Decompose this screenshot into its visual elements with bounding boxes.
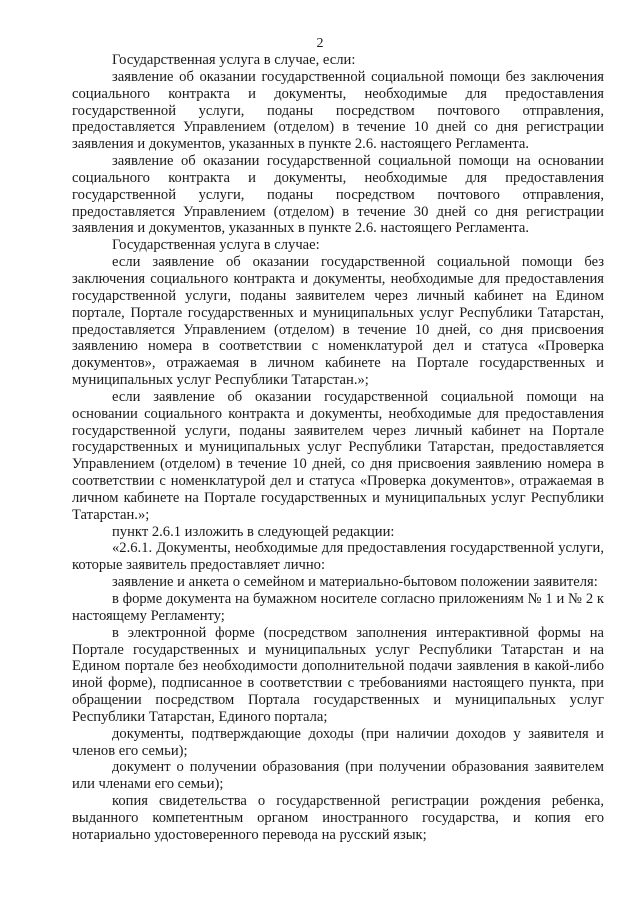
paragraph-14: копия свидетельства о государственной регистрации рождения ребенка, выданного компетентным органом иностранного государства, и копия его нотариально удостоверенного перевода на русский язык; <box>72 793 604 843</box>
paragraph-9: заявление и анкета о семейном и материально-бытовом положении заявителя: <box>112 574 598 591</box>
paragraph-5: если заявление об оказании государственной социальной помощи без заключения социального контракта и документы, необходимые для предоставления государственной услуги, поданы заявителем через личный кабинет на Едином портале, Портале государственных и муниципальных услуг Республики Татарстан, предоставляется Управлением (отделом) в течение 10 дней, со дня присвоения заявлению номера в соответствии с номенклатурой дел и статуса «Проверка документов», отражаемая в личном кабинете на Портале государственных и муниципальных услуг Республики Татарстан.»; <box>72 254 604 389</box>
paragraph-10: в форме документа на бумажном носителе согласно приложениям № 1 и № 2 к настоящему Регламенту; <box>72 591 604 624</box>
paragraph-13: документ о получении образования (при получении образования заявителем или членами его семьи); <box>72 759 604 793</box>
paragraph-3: заявление об оказании государственной социальной помощи на основании социального контракта и документы, необходимые для предоставления государственной услуги, поданы посредством почтового отправления, предоставляется Управлением (отделом) в течение 30 дней со дня регистрации заявления и документов, указанных в пункте 2.6. настоящего Регламента. <box>72 153 604 237</box>
paragraph-2: заявление об оказании государственной социальной помощи без заключения социального контракта и документы, необходимые для предоставления государственной услуги, поданы посредством почтового отправления, предоставляется Управлением (отделом) в течение 10 дней со дня регистрации заявления и документов, указанных в пункте 2.6. настоящего Регламента. <box>72 68 604 153</box>
paragraph-1: Государственная услуга в случае, если: <box>112 52 356 68</box>
paragraph-7: пункт 2.6.1 изложить в следующей редакции: <box>112 523 395 540</box>
paragraph-8: «2.6.1. Документы, необходимые для предоставления государственной услуги, которые заявитель предоставляет лично: <box>72 540 604 574</box>
document-body <box>72 52 604 844</box>
paragraph-11: в электронной форме (посредством заполнения интерактивной формы на Портале государственных и муниципальных услуг Республики Татарстан и на Едином портале без необходимости дополнительной подачи заявления в какой-либо иной форме), подписанное в соответствии с требованиями настоящего пункта, при обращении посредством Портала государственных и муниципальных услуг Республики Татарстан, Единого портала; <box>72 624 604 725</box>
page-number: 2 <box>316 36 324 51</box>
paragraph-12: документы, подтверждающие доходы (при наличии доходов у заявителя и членов его семьи); <box>72 725 604 759</box>
paragraph-6: если заявление об оказании государственной социальной помощи на основании социального контракта и документы, необходимые для предоставления государственной услуги, поданы заявителем через личный кабинет на Портале государственных и муниципальных услуг Республики Татарстан, предоставляется Управлением (отделом) в течение 10 дней, со дня присвоения заявлению номера в соответствии с номенклатурой дел и статуса «Проверка документов», отражаемая в личном кабинете на Портале государственных и муниципальных услуг Республики Татарстан.»; <box>72 388 604 523</box>
paragraph-4: Государственная услуга в случае: <box>112 237 320 254</box>
